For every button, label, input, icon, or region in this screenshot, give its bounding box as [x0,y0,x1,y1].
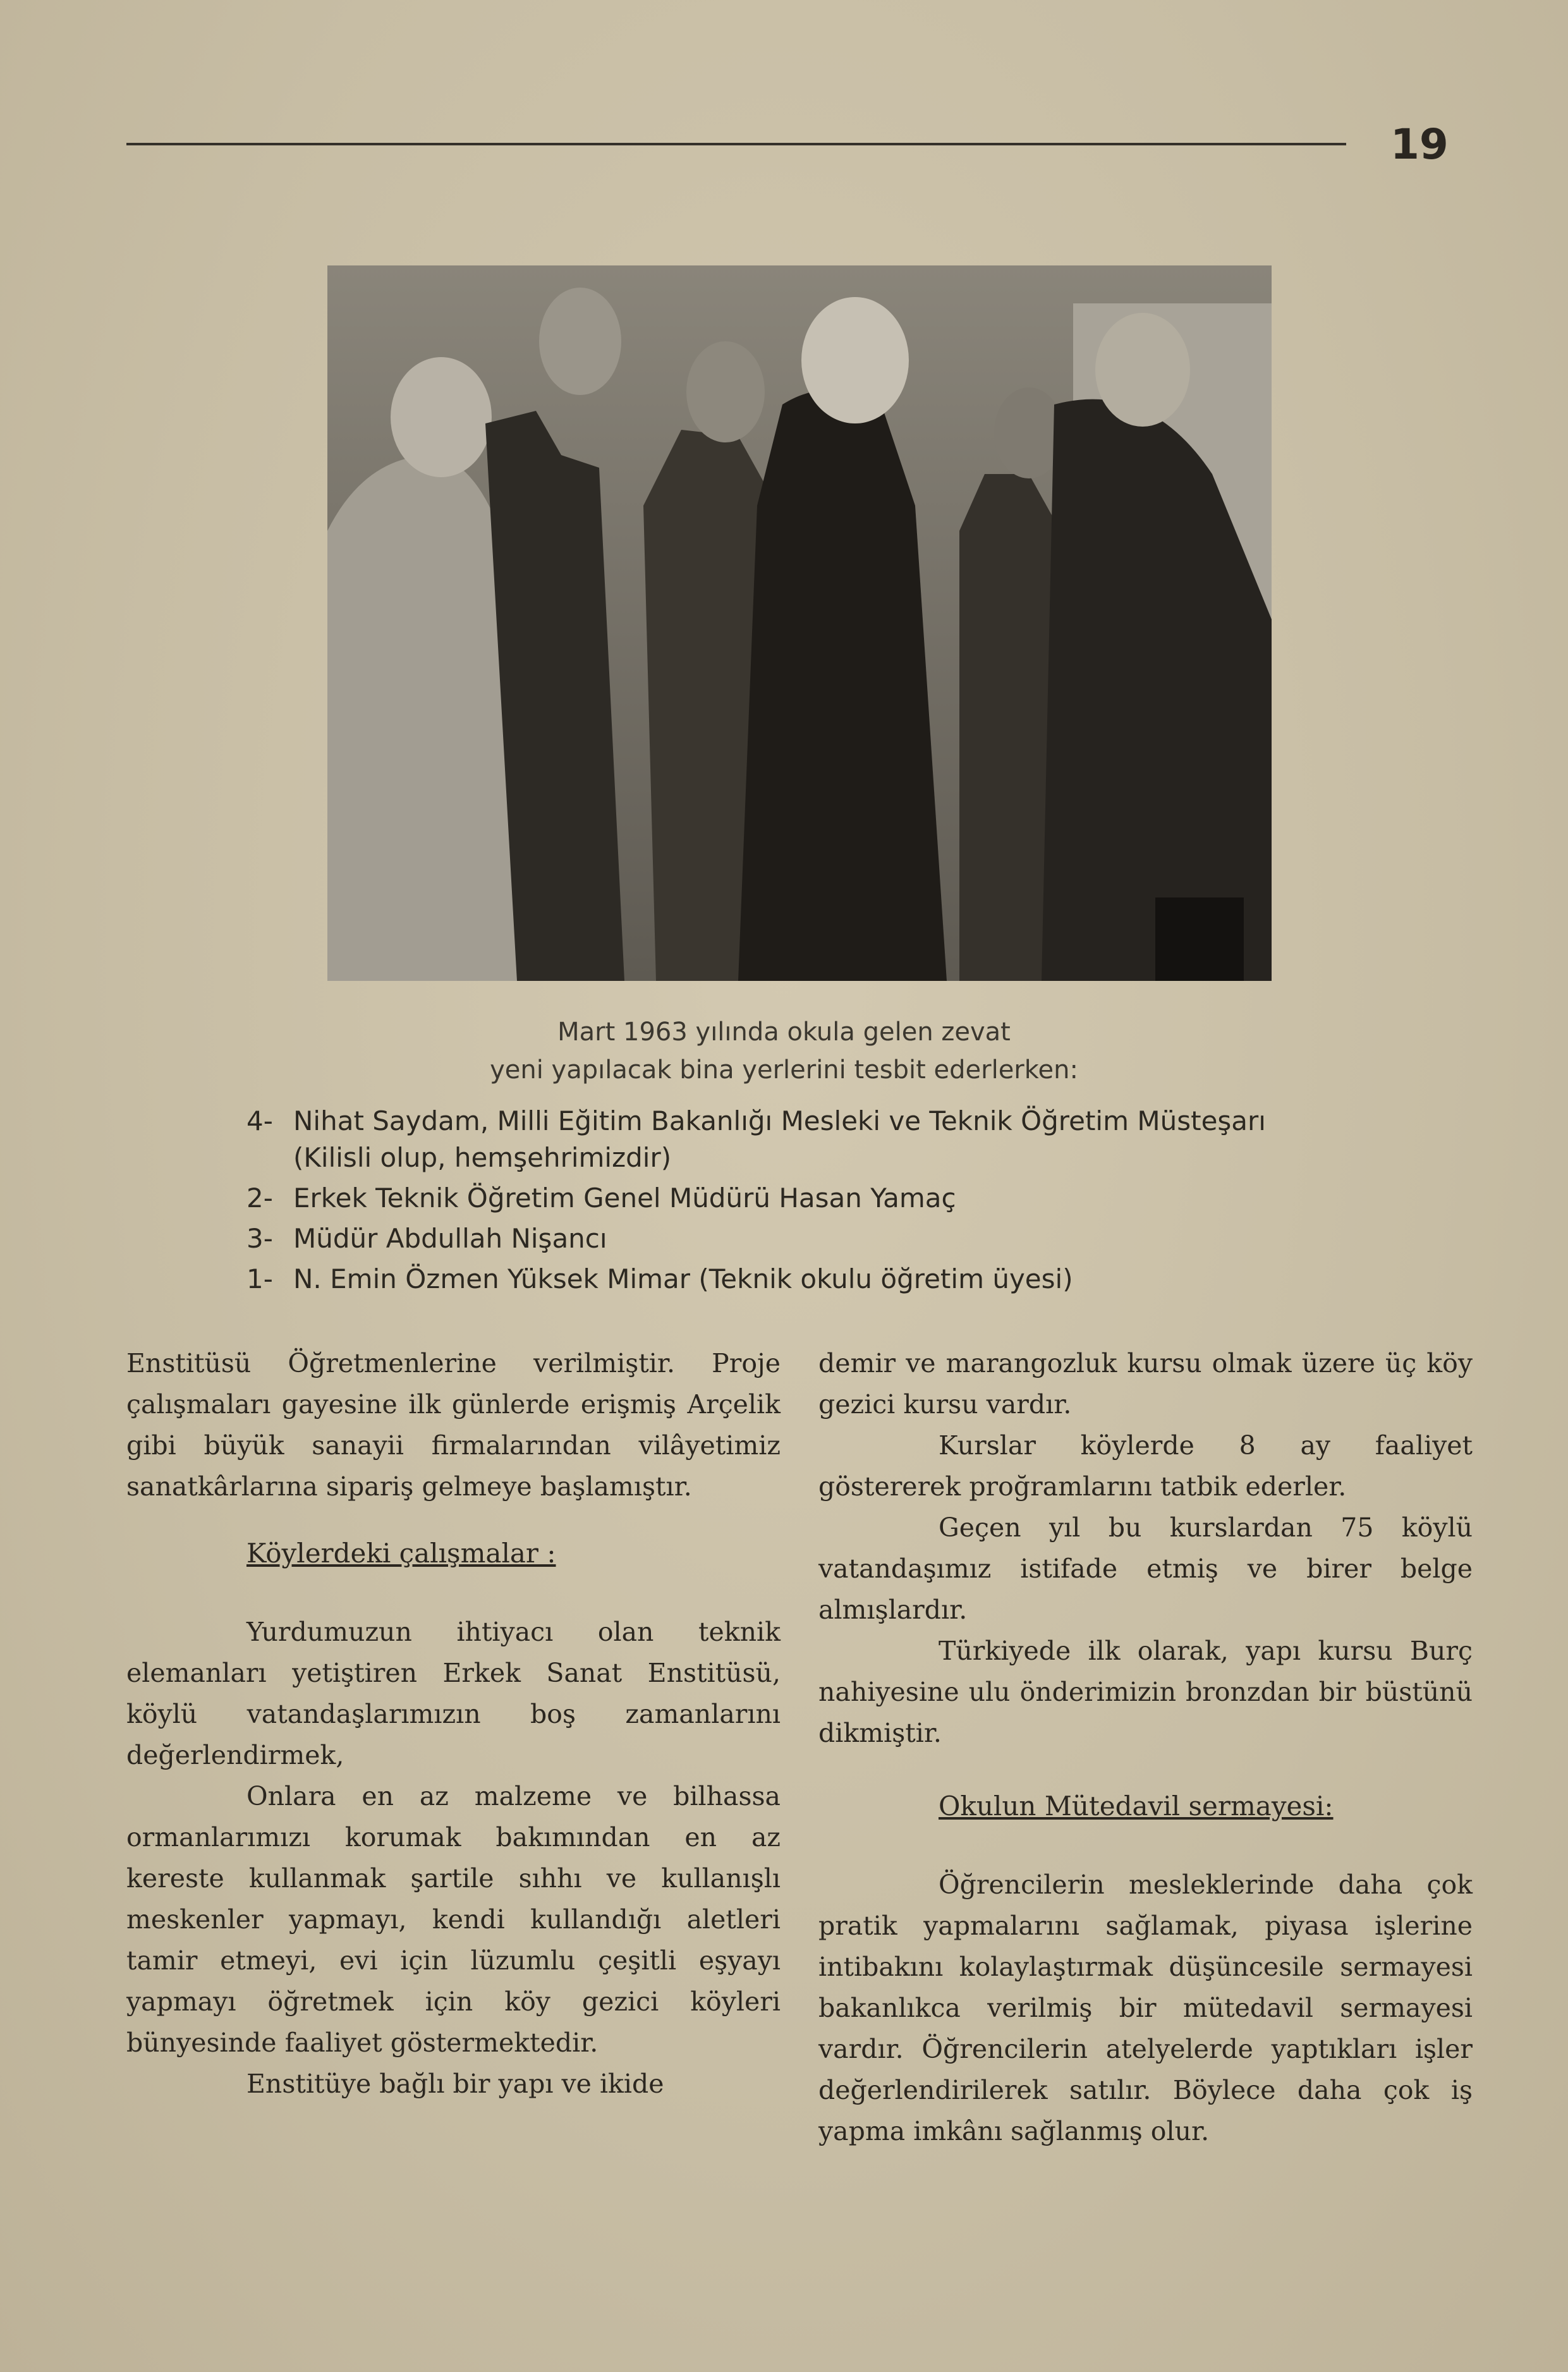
header-rule [126,143,1346,145]
section-heading: Köylerdeki çalışmalar : [246,1538,556,1569]
photo-icon [327,265,1272,981]
person-number: 3- [246,1223,273,1254]
paragraph: Kurslar köylerde 8 ay faaliyet göstererek proğramlarını tatbik ederler. [818,1430,1473,1502]
caption-line-1: Mart 1963 yılında okula gelen zevat [557,1018,1011,1047]
person-item [246,1261,1334,1298]
paragraph: Geçen yıl bu kurslardan 75 köylü vatandaşımız istifade etmiş ve birer belge almışlardır. [818,1512,1473,1625]
group-photo [327,265,1272,981]
people-list [246,1103,1334,1301]
left-column [126,1343,781,2105]
paragraph: Yurdumuzun ihtiyacı olan teknik elemanları yetiştiren Erkek Sanat Enstitüsü, köylü vatandaşlarımızın boş zamanlarını değerlendirmek, [126,1617,781,1770]
paragraph: Enstitüye bağlı bir yapı ve ikide [246,2069,664,2099]
person-item [246,1220,1334,1257]
person-number: 4- [246,1105,273,1136]
paragraph: demir ve marangozluk kursu olmak üzere üç köy gezici kursu vardır. [818,1348,1473,1420]
section-heading: Okulun Mütedavil sermayesi: [939,1791,1334,1822]
person-text: Nihat Saydam, Milli Eğitim Bakanlığı Mesleki ve Teknik Öğretim Müsteşarı (Kilisli olup, hemşehrimizdir) [293,1105,1266,1173]
person-number: 1- [246,1263,273,1294]
person-item [246,1103,1334,1176]
right-column [818,1343,1473,2152]
paragraph: Enstitüsü Öğretmenlerine verilmiştir. Proje çalışmaları gayesine ilk günlerde erişmiş Arçelik gibi büyük sanayii firmalarından vilâyetimiz sanatkârlarına sipariş gelmeye başlamıştır. [126,1348,781,1502]
person-text: Erkek Teknik Öğretim Genel Müdürü Hasan Yamaç [293,1183,956,1213]
person-item [246,1180,1334,1217]
person-text: N. Emin Özmen Yüksek Mimar (Teknik okulu öğretim üyesi) [293,1263,1073,1294]
paragraph: Türkiyede ilk olarak, yapı kursu Burç nahiyesine ulu önderimizin bronzdan bir büstünü dikmiştir. [818,1636,1473,1748]
caption-line-2: yeni yapılacak bina yerlerini tesbit ederlerken: [490,1055,1078,1085]
paragraph: Onlara en az malzeme ve bilhassa ormanlarımızı korumak bakımından en az kereste kullanmak şartile sıhhı ve kullanışlı meskenler yapmayı, kendi kullandığı aletleri tamir etmeyi, evi için lüzumlu çeşitli eşyayı yapmayı öğretmek için köy gezici köyleri bünyesinde faaliyet göstermektedir. [126,1781,781,2058]
page-number: 19 [1390,120,1449,169]
person-number: 2- [246,1183,273,1213]
person-text: Müdür Abdullah Nişancı [293,1223,607,1254]
paragraph: Öğrencilerin mesleklerinde daha çok pratik yapmalarını sağlamak, piyasa işlerine intibakını kolaylaştırmak düşüncesile sermayesi bakanlıkca verilmiş bir mütedavil sermayesi vardır. Öğrencilerin atelyelerde yaptıkları işler değerlendirilerek satılır. Böylece daha çok iş yapma imkânı sağlanmış olur. [818,1870,1473,2146]
